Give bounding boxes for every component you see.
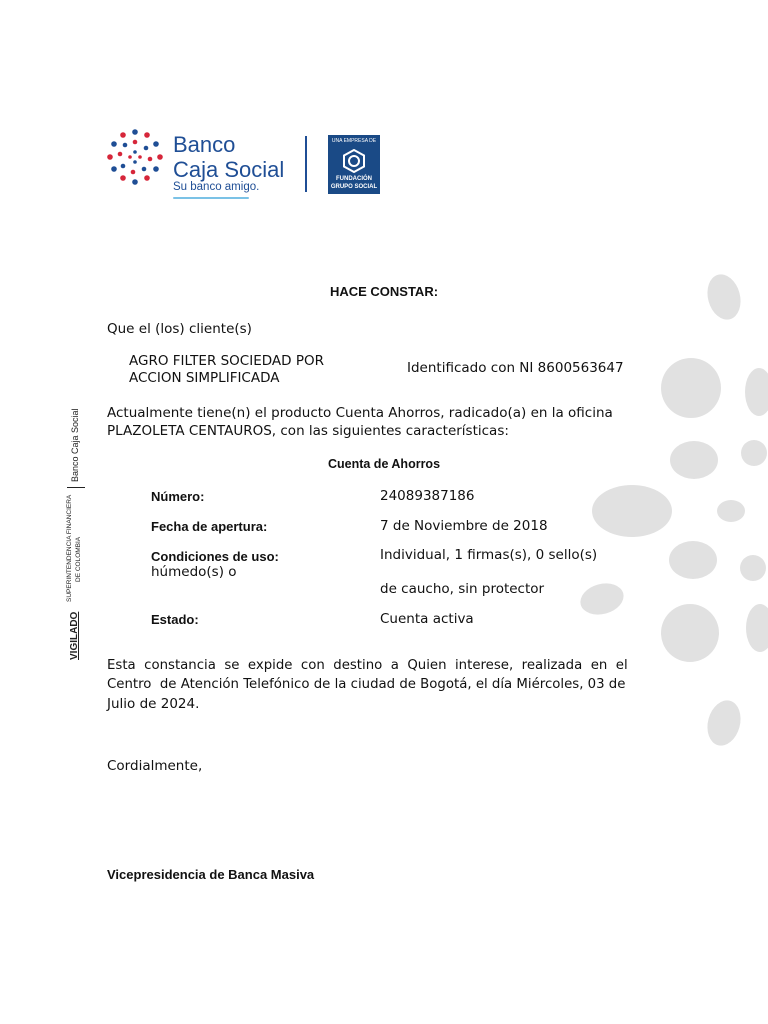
field-fecha-value: 7 de Noviembre de 2018	[380, 518, 548, 534]
seal-divider	[67, 487, 85, 488]
seal-superintendencia: SUPERINTENDENCIA FINANCIERA	[66, 494, 73, 602]
product-line-1: Actualmente tiene(n) el producto Cuenta Ahorros, radicado(a) en la oficina	[107, 405, 613, 421]
closing-line-3: Julio de 2024.	[107, 696, 200, 712]
field-numero-label: Número:	[151, 489, 205, 504]
section-title: Cuenta de Ahorros	[327, 457, 441, 471]
logo-word-banco: Banco	[173, 132, 236, 157]
client-name-line-1: AGRO FILTER SOCIEDAD POR	[129, 353, 324, 369]
field-condiciones-label: Condiciones de uso:	[151, 549, 279, 564]
product-line-2: PLAZOLETA CENTAUROS, con las siguientes características:	[107, 423, 509, 439]
document-heading: HACE CONSTAR:	[329, 284, 439, 299]
field-estado-value: Cuenta activa	[380, 611, 474, 627]
signature: Vicepresidencia de Banca Masiva	[107, 867, 315, 882]
client-name-line-2: ACCION SIMPLIFICADA	[129, 370, 280, 386]
badge-line-1: FUNDACIÓN	[336, 176, 372, 182]
field-condiciones-value-2: de caucho, sin protector	[380, 581, 545, 597]
closing-line-2: Centro de Atención Telefónico de la ciudad de Bogotá, el día Miércoles, 03 de	[107, 677, 626, 692]
hexagon-icon	[342, 149, 366, 173]
sunburst-logo-icon	[104, 126, 166, 188]
intro-text: Que el (los) cliente(s)	[107, 321, 252, 337]
field-estado-label: Estado:	[151, 612, 199, 627]
field-numero-value: 24089387186	[380, 488, 475, 504]
closing-line-1: Esta constancia se expide con destino a Quien interese, realizada en el	[107, 658, 628, 673]
seal-bank-name: Banco Caja Social	[70, 408, 80, 482]
salutation: Cordialmente,	[107, 758, 203, 774]
logo-tagline: Su banco amigo.	[173, 181, 260, 193]
field-condiciones-value-1: Individual, 1 firmas(s), 0 sello(s)	[380, 547, 598, 563]
fundacion-badge	[328, 135, 380, 194]
logo-divider	[305, 136, 307, 192]
field-fecha-label: Fecha de apertura:	[151, 519, 268, 534]
badge-line-2: GRUPO SOCIAL	[330, 184, 378, 190]
bank-logo	[104, 126, 382, 202]
vigilado-seal	[63, 410, 89, 660]
seal-rotated	[63, 410, 89, 660]
logo-word-caja-social: Caja Social	[173, 157, 285, 182]
badge-top-label: UNA EMPRESA DE	[331, 138, 377, 144]
client-identification: Identificado con NI 8600563647	[407, 360, 624, 376]
seal-de-colombia: DE COLOMBIA	[75, 536, 82, 582]
seal-vigilado: VIGILADO	[69, 611, 80, 660]
field-condiciones-cont: húmedo(s) o	[151, 564, 237, 580]
logo-underline	[173, 197, 249, 199]
